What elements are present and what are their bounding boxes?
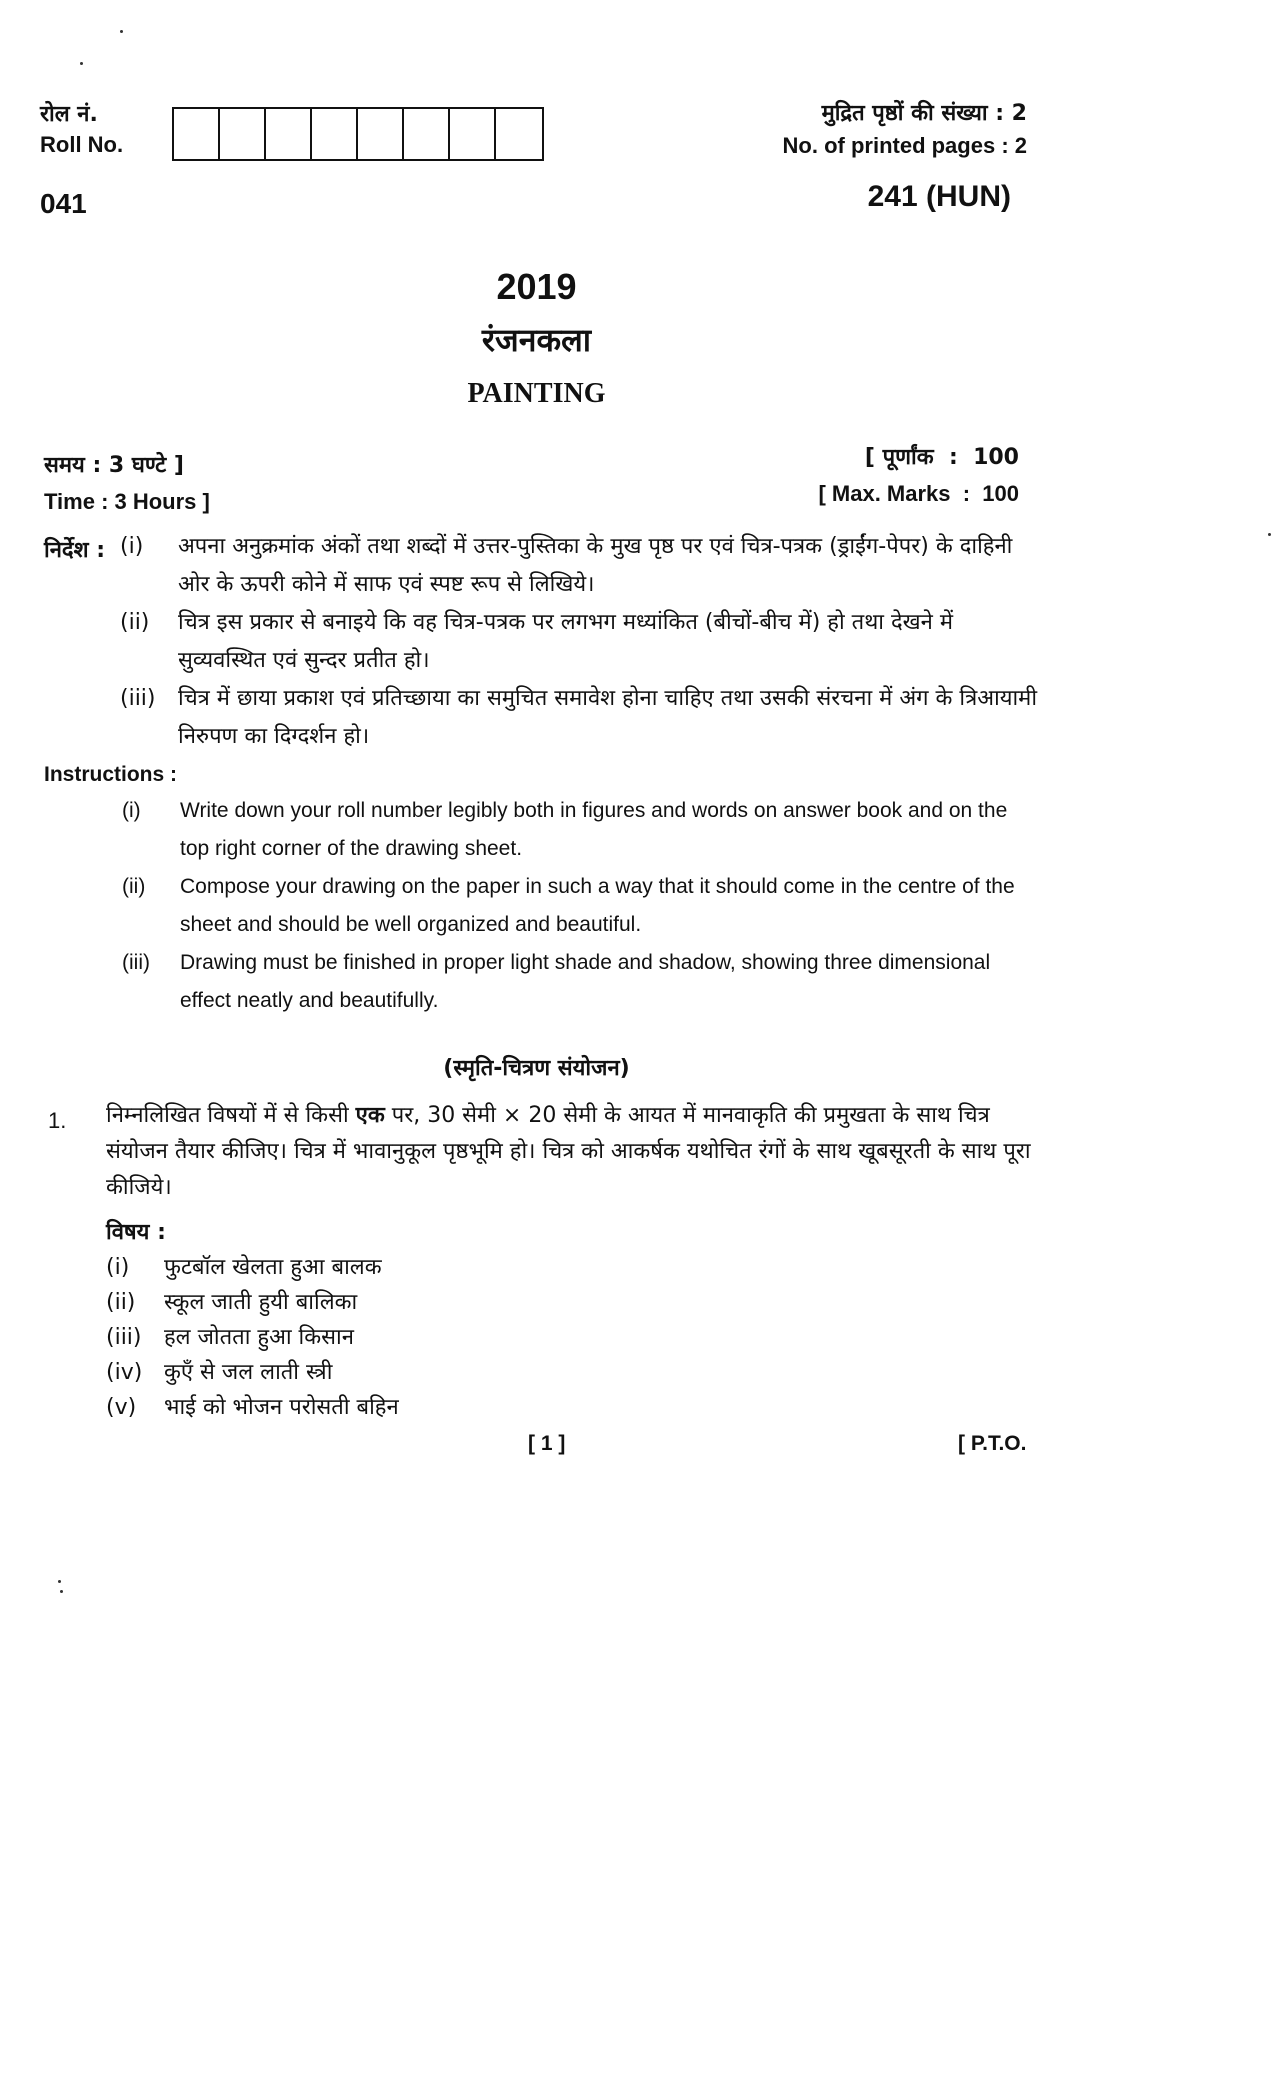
scan-speck (1268, 533, 1271, 536)
instruction-text: Drawing must be finished in proper light shade and shadow, showing three dimensional effect neatly and beautifully. (180, 951, 991, 1012)
roll-digit-box[interactable] (404, 109, 450, 159)
scan-speck (120, 30, 123, 33)
question-number: 1. (48, 1108, 67, 1133)
printed-pages-english: No. of printed pages : 2 (782, 133, 1027, 158)
max-marks (818, 440, 1019, 512)
printed-pages-count (783, 98, 1027, 162)
instructions-hindi-label: निर्देश : (44, 538, 106, 563)
roll-number-boxes[interactable] (172, 107, 544, 161)
time-english: Time : 3 Hours ] (44, 489, 210, 514)
roll-digit-box[interactable] (358, 109, 404, 159)
topic-number: (ii) (106, 1290, 136, 1315)
section-title: (स्मृति-चित्रण संयोजन) (443, 1056, 630, 1081)
roll-number-label (40, 100, 123, 160)
topic-number: (i) (106, 1255, 130, 1280)
instruction-text: अपना अनुक्रमांक अंकों तथा शब्दों में उत्तर-पुस्तिका के मुख पृष्ठ पर एवं चित्र-पत्रक (ड्राईंग-पेपर) के दाहिनी ओर के ऊपरी कोने में साफ एवं स्पष्ट रूप से लिखिये। (178, 534, 1013, 597)
list-item (106, 1285, 399, 1320)
topic-text: फुटबॉल खेलता हुआ बालक (164, 1255, 382, 1280)
scan-speck (58, 1580, 61, 1583)
printed-pages-hindi: मुद्रित पृष्ठों की संख्या : 2 (821, 101, 1027, 126)
topic-text: स्कूल जाती हुयी बालिका (164, 1290, 358, 1315)
topic-number: (iv) (106, 1360, 143, 1385)
subject-title-english: PAINTING (467, 378, 606, 409)
topics-list (106, 1250, 399, 1425)
question-text-emphasis: एक (355, 1103, 385, 1128)
roll-digit-box[interactable] (174, 109, 220, 159)
roll-digit-box[interactable] (266, 109, 312, 159)
list-item (106, 1390, 399, 1425)
please-turn-over: [ P.T.O. (958, 1432, 1027, 1455)
instruction-text: Compose your drawing on the paper in such a way that it should come in the centre of the sheet and should be well organized and beautiful. (180, 875, 1015, 936)
instruction-number: (ii) (122, 875, 146, 898)
question-text (106, 1098, 1046, 1206)
instruction-english-item (122, 944, 1042, 1020)
instruction-english-item (122, 868, 1042, 944)
scan-speck (60, 1590, 63, 1593)
page-number: [ 1 ] (528, 1432, 566, 1455)
paper-code: 241 (HUN) (867, 180, 1011, 213)
question-text-start: निम्नलिखित विषयों में से किसी (106, 1103, 356, 1128)
scan-speck (80, 62, 83, 65)
exam-year: 2019 (496, 266, 577, 307)
question-text-end: पर, 30 सेमी × 20 सेमी के आयत में मानवाकृति की प्रमुखता के साथ चित्र संयोजन तैयार कीजिए। चित्र में भावानुकूल पृष्ठभूमि हो। चित्र को आकर्षक यथोचित रंगों के साथ खूबसूरती के साथ पूरा कीजिये। (106, 1103, 1031, 1200)
subject-title-hindi: रंजनकला (481, 321, 592, 359)
instruction-number: (iii) (122, 951, 150, 974)
instructions-english-label: Instructions : (44, 763, 178, 786)
series-code: 041 (40, 188, 87, 219)
roll-label-hindi: रोल नं. (40, 102, 98, 127)
instruction-text: चित्र में छाया प्रकाश एवं प्रतिच्छाया का समुचित समावेश होना चाहिए तथा उसकी संरचना में अंग के त्रिआयामी निरुपण का दिग्दर्शन हो। (178, 686, 1038, 749)
roll-digit-box[interactable] (496, 109, 542, 159)
roll-digit-box[interactable] (450, 109, 496, 159)
instruction-hindi-item (120, 528, 1040, 604)
list-item (106, 1250, 399, 1285)
instruction-number: (iii) (120, 686, 156, 711)
instruction-hindi-item (120, 604, 1040, 680)
instruction-text: चित्र इस प्रकार से बनाइये कि वह चित्र-पत्रक पर लगभग मध्यांकित (बीचों-बीच में) हो तथा देखने में सुव्यवस्थित एवं सुन्दर प्रतीत हो। (178, 610, 953, 673)
marks-hindi: [ पूर्णांक : 100 (864, 445, 1019, 470)
time-hindi: समय : 3 घण्टे ] (44, 453, 184, 478)
topic-text: हल जोतता हुआ किसान (164, 1325, 354, 1350)
instruction-number: (i) (120, 534, 144, 559)
instruction-number: (ii) (120, 610, 150, 635)
topic-text: कुएँ से जल लाती स्त्री (164, 1360, 333, 1385)
roll-digit-box[interactable] (312, 109, 358, 159)
list-item (106, 1320, 399, 1355)
topic-number: (iii) (106, 1325, 142, 1350)
topic-text: भाई को भोजन परोसती बहिन (164, 1395, 399, 1420)
list-item (106, 1355, 399, 1390)
roll-label-english: Roll No. (40, 132, 124, 157)
topic-number: (v) (106, 1395, 137, 1420)
instruction-number: (i) (122, 799, 141, 822)
instruction-text: Write down your roll number legibly both in figures and words on answer book and on the top right corner of the drawing sheet. (180, 799, 1008, 860)
time-allowed (44, 448, 210, 520)
instruction-hindi-item (120, 680, 1040, 756)
topics-label: विषय : (106, 1220, 166, 1245)
marks-english: [ Max. Marks : 100 (818, 481, 1019, 506)
instruction-english-item (122, 792, 1042, 868)
roll-digit-box[interactable] (220, 109, 266, 159)
